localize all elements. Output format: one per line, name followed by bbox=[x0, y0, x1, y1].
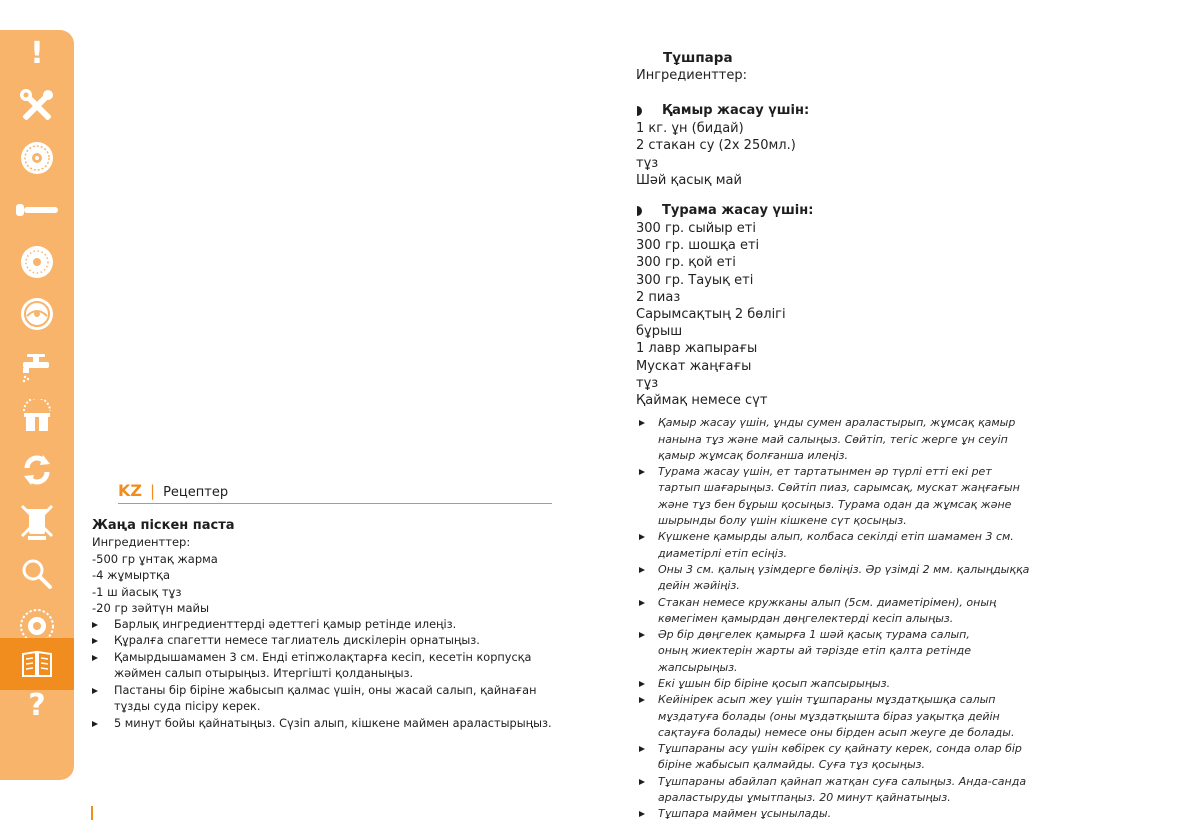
section-title: Рецептер bbox=[163, 485, 229, 500]
filling-item: Мускат жаңғағы bbox=[636, 358, 752, 374]
recycle-arrows-icon bbox=[19, 452, 55, 488]
filling-item: тұз bbox=[636, 375, 659, 391]
disc-icon bbox=[19, 140, 55, 176]
filling-item: Сарымсақтың 2 бөлігі bbox=[636, 307, 786, 323]
bullet-icon bbox=[639, 534, 645, 540]
tab-disposal[interactable] bbox=[0, 498, 74, 546]
step-item: Екі ұшын бір біріне қосып жапсырыңыз. bbox=[636, 676, 1056, 692]
filling-item: 300 гр. шошқа еті bbox=[636, 238, 760, 254]
magnifier-icon bbox=[20, 557, 54, 591]
step-item: Стакан немесе кружканы алып (5см. диаметірімен), оның көмегімен қамырдан дөңгелектерді кесіп алыңыз. bbox=[636, 595, 1056, 628]
step-item: Кейінірек асып жеу үшін тұшпараны мұздатқышқа салып мұздатуға болады (оны мұздатқышта біраз уақытқа дейін сақтауға болады) немесе оны бірден асып жеуге де болады. bbox=[636, 692, 1056, 741]
bullet-icon bbox=[639, 600, 645, 606]
tab-rolling-pin[interactable] bbox=[0, 186, 74, 234]
bullet-icon bbox=[92, 622, 98, 628]
filling-item: бұрыш bbox=[636, 324, 683, 340]
dough-heading: Қамыр жасау үшін: bbox=[636, 102, 1056, 120]
step-item: Турама жасау үшін, ет тартатынмен әр түрлі етті екі рет тартып шағарыңыз. Сөйтіп пиаз, сарымсақ, мускат жаңғағын және тұз бен бұрыш қосыңыз. Турама одан да жұмсақ және шырынды болу үшін кішкене сүт қосыңыз. bbox=[636, 464, 1056, 529]
filling-item: 300 гр. Тауық еті bbox=[636, 272, 754, 288]
pasta-recipe bbox=[92, 517, 552, 732]
filling-item: 1 лавр жапырағы bbox=[636, 341, 758, 357]
bullet-icon bbox=[639, 420, 645, 426]
filling-item: 2 пиаз bbox=[636, 289, 681, 305]
step-item: 5 минут бойы қайнатыңыз. Сүзіп алып, кішкене маймен араластырыңыз. bbox=[92, 716, 552, 733]
step-item: Барлық ингредиенттерді әдеттегі қамыр ретінде илеңіз. bbox=[92, 617, 552, 634]
tab-troubleshooting[interactable] bbox=[0, 550, 74, 598]
ingredient-item: -500 гр ұнтақ жарма bbox=[92, 551, 218, 566]
bullet-icon bbox=[92, 638, 98, 644]
tools-icon bbox=[17, 86, 57, 126]
step-item: Тұшпараны абайлап қайнап жатқан суға салыңыз. Анда-санда араластыруды ұмытпаңыз. 20 минут қайнатыңыз. bbox=[636, 774, 1056, 807]
bullet-icon bbox=[92, 655, 98, 661]
step-item: Оны 3 см. қалың үзімдерге бөліңіз. Әр үзімді 2 мм. қалыңдыққа дейін жәйіңіз. bbox=[636, 562, 1056, 595]
ingredients-label: Ингредиенттер: bbox=[92, 535, 191, 549]
ingredients-label: Ингредиенттер: bbox=[636, 68, 748, 83]
bullet-icon bbox=[639, 632, 645, 638]
tab-disc-1[interactable] bbox=[0, 134, 74, 182]
crossed-bin-icon bbox=[18, 502, 56, 542]
sidebar bbox=[0, 30, 74, 780]
storage-box-icon bbox=[18, 399, 56, 437]
filling-item: 300 гр. қой еті bbox=[636, 255, 736, 271]
step-item: Қамырдышамамен 3 см. Енді етіпжолақтарға кесіп, кесетін корпусқа жәймен салып отырыңыз. Итергішті қолданыңыз. bbox=[92, 650, 552, 683]
step-item: Күшкене қамырды алып, колбаса секілді етіп шамамен 3 см. диаметірлі етіп есіңіз. bbox=[636, 529, 1056, 562]
tab-disc-2[interactable] bbox=[0, 238, 74, 286]
language-code: KZ bbox=[118, 481, 142, 500]
exclamation-icon: ! bbox=[30, 36, 44, 71]
tab-disc-3[interactable] bbox=[0, 290, 74, 338]
ingredient-item: -4 жұмыртқа bbox=[92, 568, 171, 582]
dough-item: Шәй қасық май bbox=[636, 172, 742, 188]
section-separator: | bbox=[150, 482, 156, 500]
rolling-pin-icon bbox=[15, 200, 59, 220]
bullet-icon bbox=[92, 721, 98, 727]
bullet-icon bbox=[639, 697, 645, 703]
section-header bbox=[118, 481, 552, 504]
half-circle-bullet-icon bbox=[637, 106, 642, 116]
filling-heading: Турама жасау үшін: bbox=[636, 202, 1056, 220]
page-marker bbox=[91, 806, 93, 820]
step-item: Әр бір дөңгелек қамырға 1 шәй қасық турама салып, оның жиектерін жарты ай тәрізде етіп қалта ретінде жапсырыңыз. bbox=[636, 627, 1056, 676]
tab-storage[interactable] bbox=[0, 394, 74, 442]
tab-tools[interactable] bbox=[0, 82, 74, 130]
faucet-icon bbox=[19, 348, 55, 384]
bullet-icon bbox=[639, 779, 645, 785]
ingredient-item: -1 ш йасық тұз bbox=[92, 584, 182, 599]
filling-item: 300 гр. сыйыр еті bbox=[636, 221, 756, 237]
disc-icon bbox=[19, 244, 55, 280]
bullet-icon bbox=[639, 746, 645, 752]
dough-item: 1 кг. ұн (бидай) bbox=[636, 121, 744, 137]
step-item: Пастаны бір біріне жабысып қалмас үшін, оны жасай салып, қайнаған тұзды суда пісіру керек. bbox=[92, 683, 552, 716]
recipe-title: Жаңа піскен паста bbox=[92, 518, 235, 533]
tab-recycling[interactable] bbox=[0, 446, 74, 494]
tab-warnings[interactable] bbox=[0, 30, 74, 78]
step-item: Құралға спагетти немесе таглиатель дискілерін орнатыңыз. bbox=[92, 633, 552, 650]
bullet-icon bbox=[639, 469, 645, 475]
half-circle-bullet-icon bbox=[637, 206, 642, 216]
bullet-icon bbox=[92, 688, 98, 694]
recipe-title: Тұшпара bbox=[663, 50, 733, 66]
step-item: Тұшпара маймен ұсынылады. bbox=[636, 806, 1056, 822]
dough-item: тұз bbox=[636, 155, 659, 171]
disc-icon bbox=[19, 296, 55, 332]
bullet-icon bbox=[639, 567, 645, 573]
bullet-icon bbox=[639, 811, 645, 817]
ingredient-item: -20 гр зәйтүн майы bbox=[92, 601, 210, 615]
recipe-book-icon bbox=[20, 649, 54, 679]
dough-item: 2 стакан су (2x 250мл.) bbox=[636, 138, 796, 154]
tab-cleaning[interactable] bbox=[0, 342, 74, 390]
question-icon: ? bbox=[28, 688, 46, 723]
bullet-icon bbox=[639, 681, 645, 687]
step-item: Тұшпараны асу үшін көбірек су қайнату керек, сонда олар бір біріне жабысып қалмайды. Суға тұз қосыңыз. bbox=[636, 741, 1056, 774]
tushpara-recipe bbox=[636, 50, 1056, 823]
step-item: Қамыр жасау үшін, ұнды сумен араластырып, жұмсақ қамыр нанына тұз және май салыңыз. Сөйтіп, тегіс жерге ұн сеуіп қамыр жұмсақ болғанша илеңіз. bbox=[636, 415, 1056, 464]
tab-help[interactable] bbox=[0, 680, 74, 732]
filling-item: Қаймақ немесе сүт bbox=[636, 393, 768, 409]
